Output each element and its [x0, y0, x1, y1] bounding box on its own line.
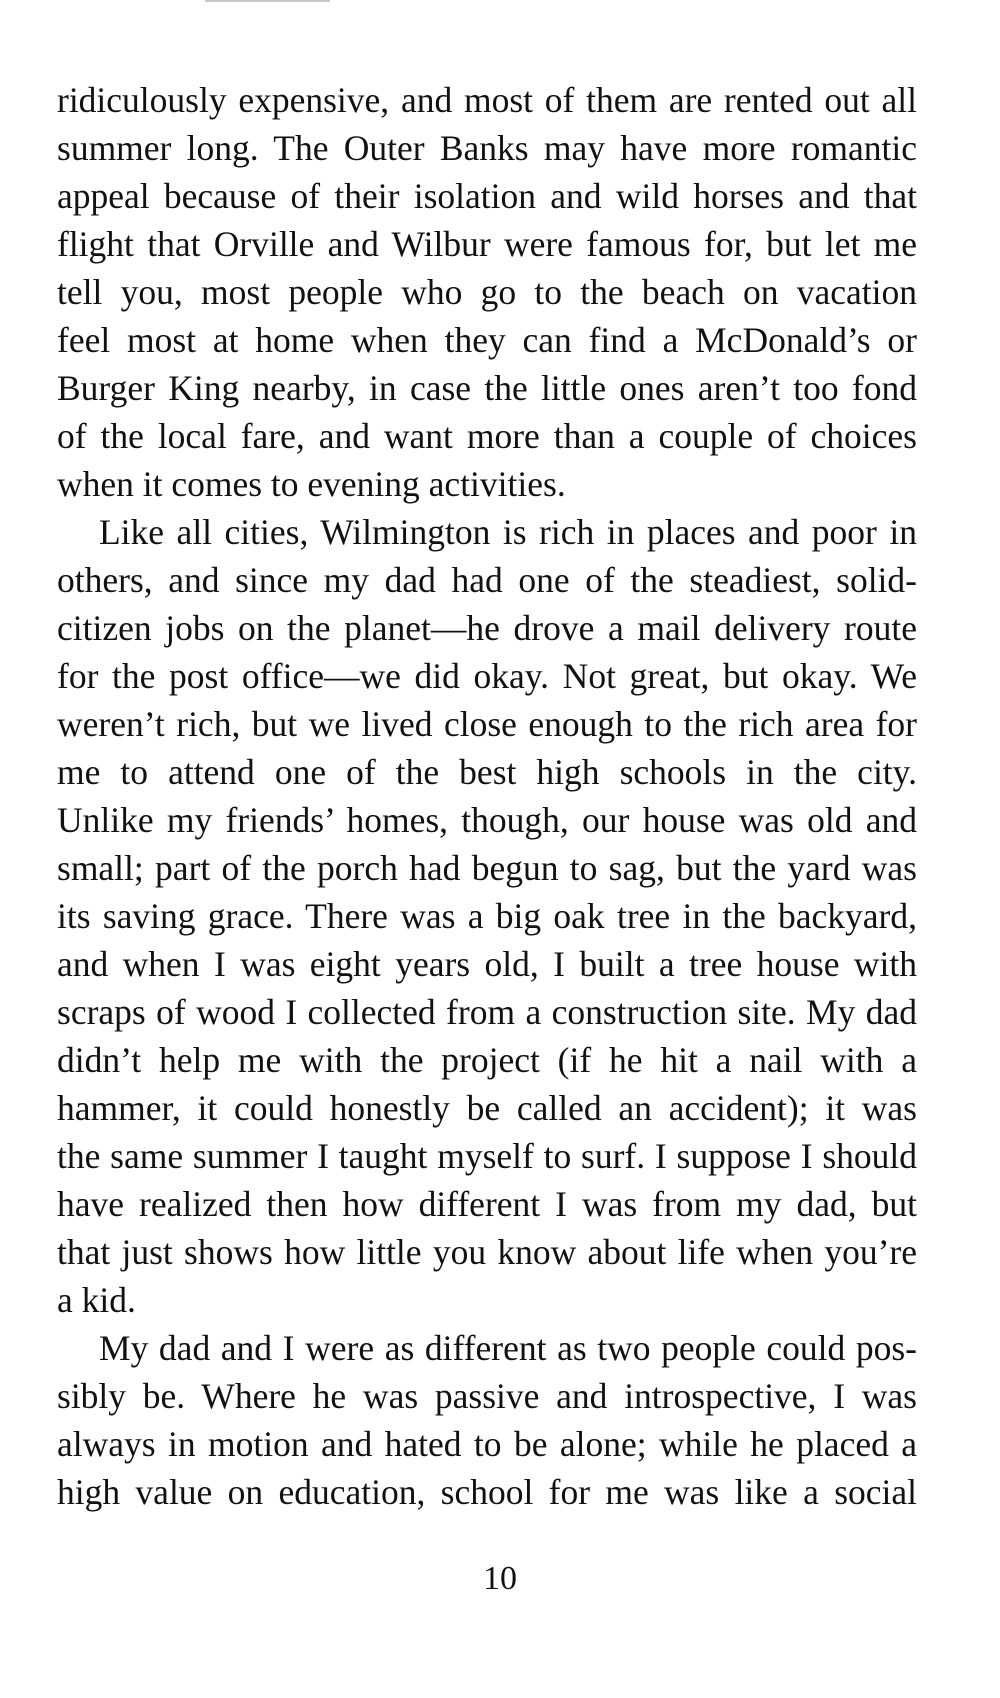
text-line: My dad and I were as different as two people could pos- [99, 1328, 917, 1368]
text-line: summer long. The Outer Banks may have more romantic [57, 128, 917, 168]
text-line: a kid. [57, 1280, 136, 1320]
text-line: ridiculously expensive, and most of them are rented out all [57, 80, 917, 120]
paragraph-3 [57, 1324, 917, 1516]
text-line: citizen jobs on the planet—he drove a mail delivery route [57, 608, 917, 648]
text-line: others, and since my dad had one of the steadiest, solid- [57, 560, 917, 600]
text-line: when it comes to evening activities. [57, 464, 566, 504]
top-edge-mark [205, 0, 330, 2]
text-line: flight that Orville and Wilbur were famous for, but let me [57, 224, 917, 264]
text-line: small; part of the porch had begun to sag, but the yard was [57, 848, 917, 888]
text-line: have realized then how different I was from my dad, but [57, 1184, 917, 1224]
text-line: the same summer I taught myself to surf. I suppose I should [57, 1136, 917, 1176]
text-line: high value on education, school for me was like a social [57, 1472, 917, 1512]
text-line: for the post office—we did okay. Not great, but okay. We [57, 656, 917, 696]
text-line: hammer, it could honestly be called an accident); it was [57, 1088, 917, 1128]
text-line: Unlike my friends’ homes, though, our house was old and [57, 800, 917, 840]
text-line: didn’t help me with the project (if he hit a nail with a [57, 1040, 917, 1080]
text-line: feel most at home when they can find a McDonald’s or [57, 320, 917, 360]
text-line: sibly be. Where he was passive and introspective, I was [57, 1376, 917, 1416]
text-line: its saving grace. There was a big oak tree in the backyard, [57, 896, 917, 936]
paragraph-2 [57, 508, 917, 1324]
text-line: weren’t rich, but we lived close enough to the rich area for [57, 704, 917, 744]
text-line: Burger King nearby, in case the little ones aren’t too fond [57, 368, 917, 408]
text-line: and when I was eight years old, I built a tree house with [57, 944, 917, 984]
text-line: appeal because of their isolation and wild horses and that [57, 176, 917, 216]
text-line: always in motion and hated to be alone; while he placed a [57, 1424, 917, 1464]
body-text [57, 76, 917, 1516]
text-line: tell you, most people who go to the beach on vacation [57, 272, 917, 312]
paragraph-1 [57, 76, 917, 508]
page-number: 10 [483, 1560, 517, 1597]
text-line: scraps of wood I collected from a construction site. My dad [57, 992, 917, 1032]
text-line: of the local fare, and want more than a couple of choices [57, 416, 917, 456]
text-line: that just shows how little you know about life when you’re [57, 1232, 917, 1272]
text-line: me to attend one of the best high schools in the city. [57, 752, 917, 792]
text-line: Like all cities, Wilmington is rich in places and poor in [99, 512, 917, 552]
